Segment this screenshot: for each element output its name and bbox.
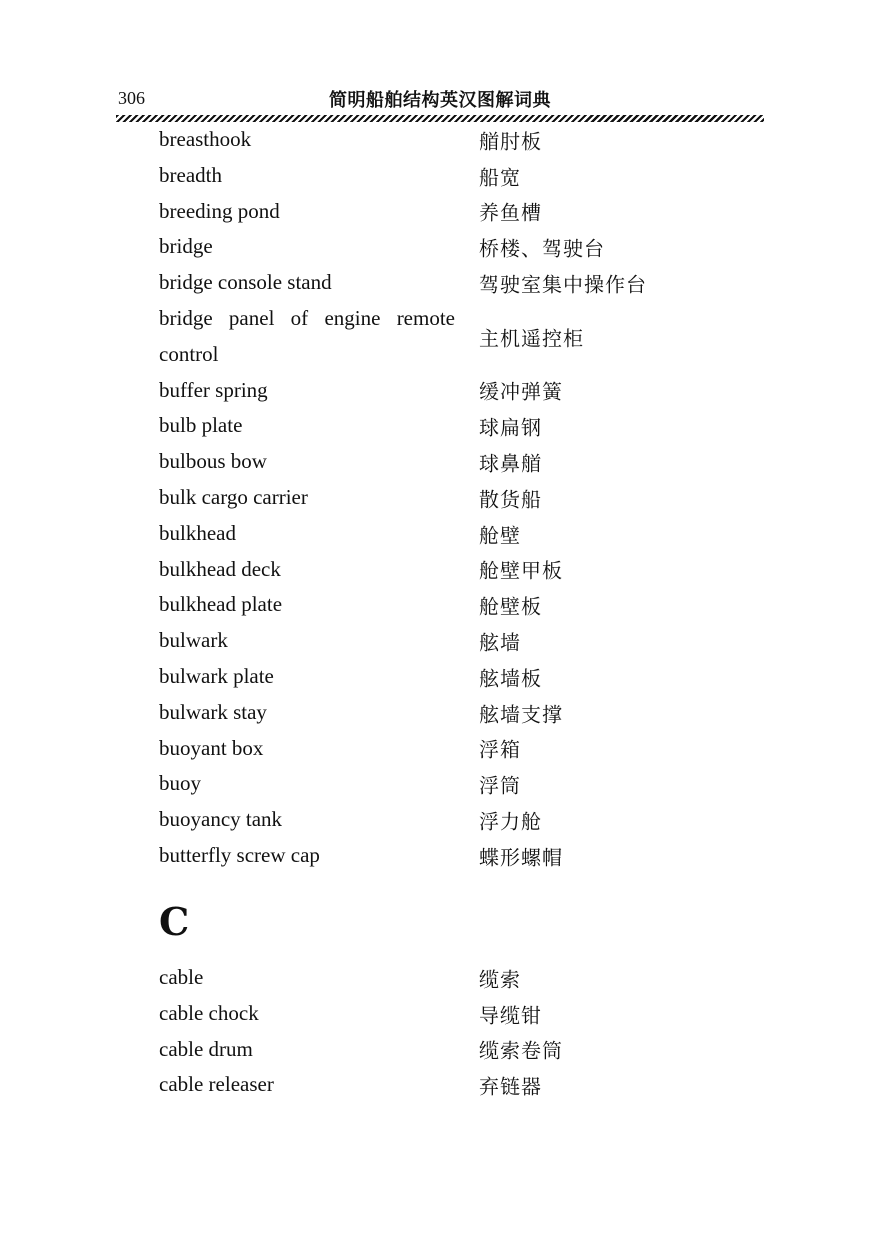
- entry-english-term: buoy: [159, 771, 201, 796]
- page-number: 306: [118, 88, 145, 108]
- dictionary-entry: [159, 194, 679, 230]
- entry-english-term: bulkhead: [159, 520, 236, 545]
- entry-chinese-term: 散货船: [479, 487, 542, 512]
- entry-english-term: bulk cargo carrier: [159, 484, 308, 509]
- dictionary-entry: [159, 960, 679, 996]
- entries-c-list: [159, 960, 679, 1103]
- entry-chinese-term: 舱壁: [479, 523, 521, 548]
- entry-chinese-term: 驾驶室集中操作台: [479, 272, 647, 297]
- entry-chinese-term: 缆索: [479, 967, 521, 992]
- dictionary-entry: [159, 731, 679, 767]
- entry-english-term: bridge console stand: [159, 270, 332, 295]
- entry-english-term: bulb plate: [159, 413, 243, 438]
- entry-chinese-term: 船宽: [479, 165, 521, 190]
- dictionary-entry: [159, 1067, 679, 1103]
- entry-chinese-term: 桥楼、驾驶台: [479, 236, 605, 261]
- entry-chinese-term: 缓冲弹簧: [479, 379, 563, 404]
- entry-english-term: bulkhead plate: [159, 592, 283, 617]
- entry-english-term: bulwark stay: [159, 699, 267, 724]
- dictionary-entry: [159, 695, 679, 731]
- dictionary-entry: [159, 444, 679, 480]
- section-letter-heading: C: [159, 899, 190, 944]
- dictionary-entry: [159, 301, 679, 373]
- entry-chinese-term: 舷墙: [479, 630, 521, 655]
- dictionary-entry: [159, 659, 679, 695]
- entry-english-term: buoyancy tank: [159, 807, 283, 832]
- dictionary-entry: [159, 587, 679, 623]
- entries-b-list: [159, 122, 679, 874]
- entry-chinese-term: 浮力舱: [479, 809, 542, 834]
- dictionary-entry: [159, 1032, 679, 1068]
- entry-chinese-term: 浮箱: [479, 737, 521, 762]
- entry-chinese-term: 球扁钢: [479, 415, 542, 440]
- entry-english-term: butterfly screw cap: [159, 842, 320, 867]
- entry-chinese-term: 舷墙板: [479, 666, 542, 691]
- dictionary-entry: [159, 158, 679, 194]
- book-title: 简明船舶结构英汉图解词典: [329, 90, 551, 111]
- entry-chinese-term: 浮筒: [479, 773, 521, 798]
- dictionary-entry: [159, 802, 679, 838]
- entry-english-term: bridge panel of engine remote control: [159, 305, 455, 366]
- dictionary-entry: [159, 996, 679, 1032]
- dictionary-entry: [159, 122, 679, 158]
- entry-english-term: bridge: [159, 234, 213, 259]
- entry-chinese-term: 球鼻艏: [479, 451, 542, 476]
- entry-chinese-term: 养鱼槽: [479, 200, 542, 225]
- entry-english-term: breasthook: [159, 127, 252, 151]
- entry-chinese-term: 舱壁甲板: [479, 558, 563, 583]
- dictionary-entry: [159, 229, 679, 265]
- dictionary-entry: [159, 766, 679, 802]
- entry-english-term: bulwark plate: [159, 663, 274, 688]
- dictionary-entry: [159, 552, 679, 588]
- entry-chinese-term: 主机遥控柜: [479, 326, 584, 351]
- entry-english-term: cable chock: [159, 1000, 259, 1025]
- dictionary-entry: [159, 480, 679, 516]
- entry-english-term: bulkhead deck: [159, 556, 281, 581]
- dictionary-entry: [159, 516, 679, 552]
- entry-english-term: cable releaser: [159, 1072, 274, 1097]
- header-rule: [116, 115, 764, 122]
- dictionary-entry: [159, 623, 679, 659]
- entry-english-term: buffer spring: [159, 377, 268, 402]
- entry-english-term: cable drum: [159, 1036, 253, 1061]
- entry-english-term: buoyant box: [159, 735, 264, 760]
- dictionary-entry: [159, 373, 679, 409]
- dictionary-entry: [159, 408, 679, 444]
- entry-english-term: cable: [159, 965, 204, 989]
- entry-chinese-term: 舱壁板: [479, 594, 542, 619]
- dictionary-entry: [159, 265, 679, 301]
- entry-chinese-term: 缆索卷筒: [479, 1038, 563, 1063]
- entry-chinese-term: 舷墙支撑: [479, 702, 563, 727]
- entry-english-term: bulbous bow: [159, 449, 267, 474]
- dictionary-entry: [159, 838, 679, 874]
- entry-english-term: bulwark: [159, 628, 228, 653]
- page-header: [116, 86, 764, 112]
- entry-english-term: breeding pond: [159, 198, 280, 223]
- entry-chinese-term: 弃链器: [479, 1074, 542, 1099]
- entry-chinese-term: 艏肘板: [479, 129, 542, 154]
- entry-chinese-term: 导缆钳: [479, 1003, 542, 1028]
- entry-chinese-term: 蝶形螺帽: [479, 845, 563, 870]
- entry-english-term: breadth: [159, 162, 222, 187]
